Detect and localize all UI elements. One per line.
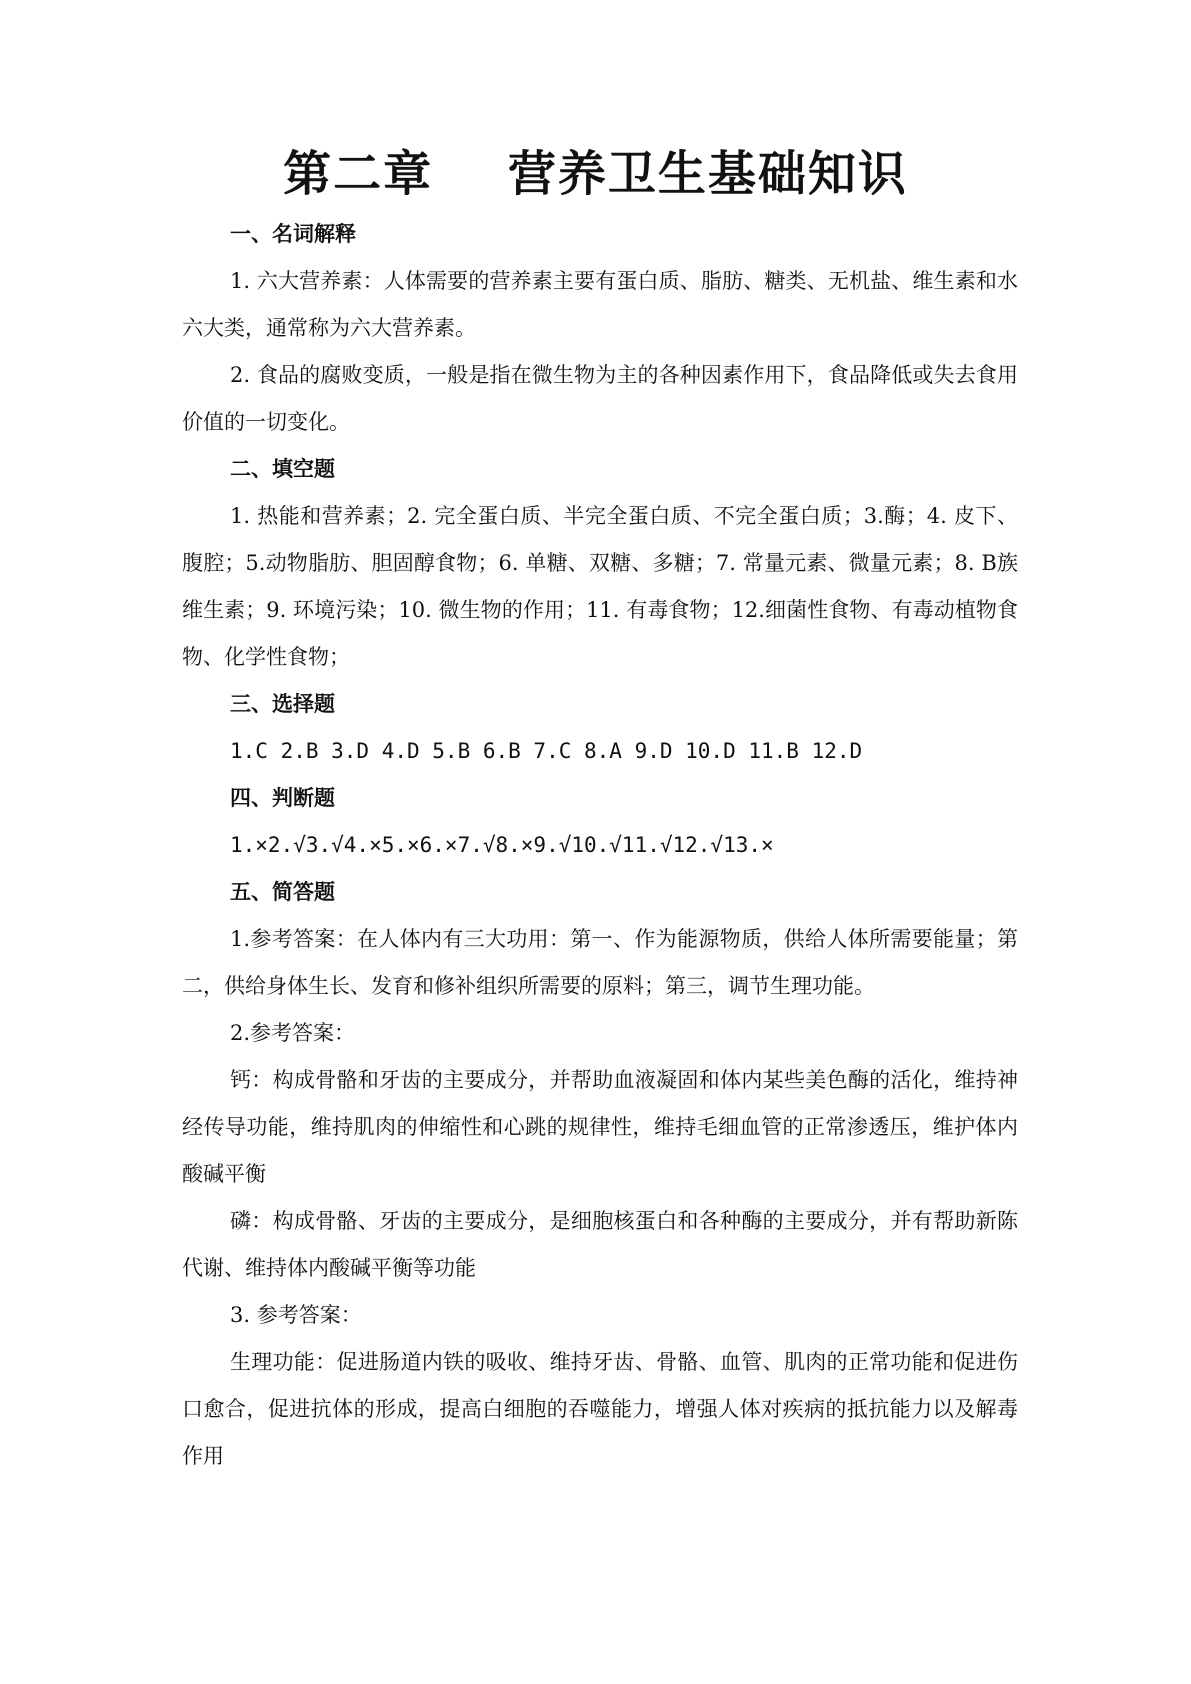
answer-line: 1.C 2.B 3.D 4.D 5.B 6.B 7.C 8.A 9.D 10.D 11.B 12.D — [230, 739, 863, 763]
section-heading-true-false: 四、判断题 — [230, 786, 335, 810]
paragraph: 2. 食品的腐败变质，一般是指在微生物为主的各种因素作用下，食品降低或失去食用价值的一切变化。 — [182, 363, 1018, 434]
paragraph: 磷：构成骨骼、牙齿的主要成分，是细胞核蛋白和各种酶的主要成分，并有帮助新陈代谢、维持体内酸碱平衡等功能 — [182, 1209, 1018, 1280]
section-heading-terms: 一、名词解释 — [230, 222, 356, 246]
paragraph: 1. 热能和营养素；2. 完全蛋白质、半完全蛋白质、不完全蛋白质；3.酶；4. 皮下、腹腔；5.动物脂肪、胆固醇食物；6. 单糖、双糖、多糖；7. 常量元素、微量元素；8. B族维生素；9. 环境污染；10. 微生物的作用；11. 有毒食物；12.细菌性食物、有毒动植物食物、化学性食物； — [182, 504, 1018, 669]
section-heading-short-answer: 五、简答题 — [230, 880, 335, 904]
paragraph: 1. 六大营养素：人体需要的营养素主要有蛋白质、脂肪、糖类、无机盐、维生素和水六大类，通常称为六大营养素。 — [182, 269, 1018, 340]
paragraph: 2.参考答案： — [230, 1021, 356, 1045]
section-heading-fill-blank: 二、填空题 — [230, 457, 335, 481]
paragraph: 生理功能：促进肠道内铁的吸收、维持牙齿、骨骼、血管、肌肉的正常功能和促进伤口愈合，促进抗体的形成，提高白细胞的吞噬能力，增强人体对疾病的抵抗能力以及解毒作用 — [182, 1350, 1018, 1468]
answer-line: 1.×2.√3.√4.×5.×6.×7.√8.×9.√10.√11.√12.√13.× — [230, 833, 774, 857]
chapter-title: 第二章 营养卫生基础知识 — [283, 146, 908, 202]
paragraph: 3. 参考答案： — [230, 1303, 362, 1327]
section-heading-multiple-choice: 三、选择题 — [230, 692, 335, 716]
paragraph: 钙：构成骨骼和牙齿的主要成分，并帮助血液凝固和体内某些美色酶的活化，维持神经传导功能，维持肌肉的伸缩性和心跳的规律性，维持毛细血管的正常渗透压，维护体内酸碱平衡 — [182, 1068, 1018, 1186]
paragraph: 1.参考答案：在人体内有三大功用：第一、作为能源物质，供给人体所需要能量；第二，供给身体生长、发育和修补组织所需要的原料；第三，调节生理功能。 — [182, 927, 1018, 998]
document-body — [182, 211, 1018, 1480]
